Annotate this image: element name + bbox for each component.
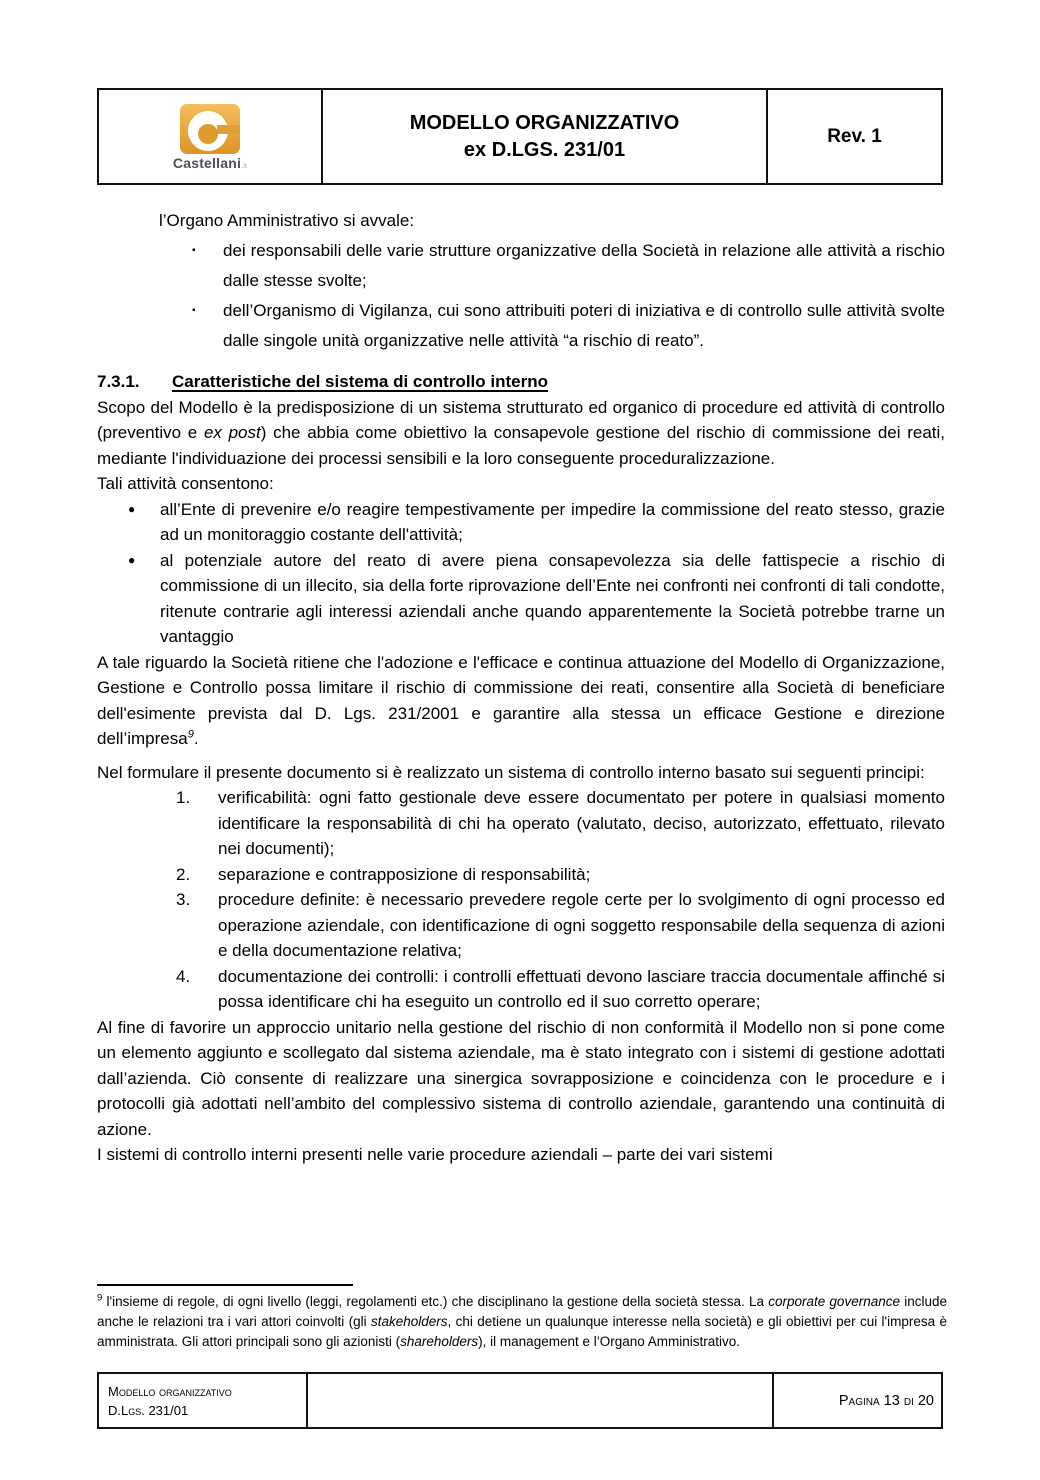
document-body <box>97 206 945 1168</box>
list-number: 4. <box>176 966 191 986</box>
footer-doc-law: D.Lgs. 231/01 <box>108 1402 189 1418</box>
footnote-number: 9 <box>97 1292 103 1304</box>
numbered-list-item <box>97 964 945 1015</box>
round-bullet-icon: ● <box>128 501 136 516</box>
footer-doc-title: Modello organizzativo <box>108 1383 232 1399</box>
footer-table <box>97 1372 943 1429</box>
section-number: 7.3.1. <box>97 372 140 391</box>
revision-label: Rev. 1 <box>827 125 882 147</box>
paragraph-text: Scopo del Modello è la predisposizione di un sistema strutturato ed organico di procedure ed attività di controllo (preventivo e <box>97 397 945 442</box>
castellani-logo-icon <box>180 104 240 154</box>
list-number: 2. <box>176 864 191 884</box>
italic-phrase: stakeholders <box>370 1314 448 1329</box>
section-7-3-1 <box>97 369 945 1168</box>
list-item-text: verificabilità: ogni fatto gestionale deve essere documentato per potere in qualsiasi momento identificare la responsabilità di chi ha operato (valutato, deciso, autorizzato, effettuato, rilevato nei documenti); <box>218 788 945 858</box>
footnote-text: include anche le relazioni tra i vari attori coinvolti (gli <box>97 1294 947 1329</box>
page-number: Pagina 13 di 20 <box>838 1392 934 1409</box>
list-item <box>97 296 945 356</box>
section-heading <box>97 369 945 395</box>
paragraph-atale <box>97 650 945 752</box>
paragraph-scopo <box>97 395 945 472</box>
document-title-line1: MODELLO ORGANIZZATIVO <box>409 111 680 134</box>
header-revision-cell <box>768 90 941 183</box>
list-item-text: dei responsabili delle varie strutture organizzative della Società in relazione alle attività a rischio dalle stesse svolte; <box>223 241 945 290</box>
italic-phrase: shareholders <box>400 1334 479 1349</box>
round-bullet-icon: ● <box>128 552 136 567</box>
numbered-list-item <box>97 862 945 888</box>
footer-empty-cell <box>308 1374 774 1427</box>
square-bullet-icon: ▪ <box>192 245 196 256</box>
paragraph-i-sistemi: I sistemi di controllo interni presenti nelle varie procedure aziendali – parte dei vari sistemi <box>97 1145 773 1164</box>
paragraph-text: . <box>193 729 199 748</box>
footer-page-number-cell <box>774 1374 941 1427</box>
intro-block <box>97 206 945 356</box>
italic-phrase: corporate governance <box>768 1294 900 1309</box>
list-number: 3. <box>176 890 191 909</box>
list-item-text: documentazione dei controlli: i controlli effettuati devono lasciare traccia documentale affinché si possa identificare chi ha eseguito un controllo ed il suo corretto operare; <box>218 966 945 1011</box>
paragraph-text: A tale riguardo la Società ritiene che l'adozione e l'efficace e continua attuazione del Modello di Organizzazione, Gestione e Controllo possa limitare il rischio di commissione dei reati, consentire alla Società di beneficiare dell'esimente prevista dal D. Lgs. 231/2001 e garantire alla stessa un efficace Gestione e direzione dell’impresa <box>97 652 945 748</box>
footnote-text: l'insieme di regole, di ogni livello (leggi, regolamenti etc.) che disciplinano la gestione della società stessa. La <box>102 1294 769 1309</box>
list-item-text: all’Ente di prevenire e/o reagire tempestivamente per impedire la commissione del reato stesso, grazie ad un monitoraggio costante dell'attività; <box>160 499 945 544</box>
header-logo-cell <box>99 90 323 183</box>
logo-brand-text: Castellani.it <box>172 155 248 171</box>
paragraph-tali: Tali attività consentono: <box>97 474 274 493</box>
footnote-reference: 9 <box>187 728 194 741</box>
list-item-text: separazione e contrapposizione di responsabilità; <box>218 864 591 884</box>
document-title-line2: ex D.LGS. 231/01 <box>463 138 626 161</box>
square-bullet-icon: ▪ <box>192 305 196 316</box>
list-item-text: al potenziale autore del reato di avere piena consapevolezza sia delle fattispecie a rischio di commissione di un illecito, sia della forte riprovazione dell’Ente nei confronti nei confronti di tali condotte, ritenute contrarie agli interessi aziendali anche quando apparentemente la Società potrebbe trarne un vantaggio <box>160 550 945 646</box>
list-item-text: dell’Organismo di Vigilanza, cui sono attribuiti poteri di iniziativa e di controllo sulle attività svolte dalle singole unità organizzative nelle attività “a rischio di reato”. <box>223 301 945 350</box>
list-item <box>97 497 945 548</box>
paragraph-nel-formulare: Nel formulare il presente documento si è realizzato un sistema di controllo interno basato sui seguenti principi: <box>97 762 925 782</box>
castellani-logo <box>173 104 247 171</box>
intro-lead: l’Organo Amministrativo si avvale: <box>159 211 415 230</box>
numbered-list-item <box>97 785 945 862</box>
list-number: 1. <box>176 788 191 807</box>
paragraph-text: ) che abbia come obiettivo la consapevole gestione del rischio di commissione dei reati, mediante l'individuazione dei processi sensibili e la loro conseguente proceduralizzazione. <box>97 423 946 468</box>
list-item-text: procedure definite: è necessario prevedere regole certe per lo svolgimento di ogni processo ed operazione aziendale, con identificazione di ogni soggetto responsabile della sequenza di azioni e della documentazione relativa; <box>218 890 945 960</box>
section-title: Caratteristiche del sistema di controllo interno <box>172 372 548 391</box>
italic-phrase: ex post <box>203 423 261 442</box>
footnote <box>97 1292 947 1352</box>
paragraph-al-fine: Al fine di favorire un approccio unitario nella gestione del rischio di non conformità il Modello non si pone come un elemento aggiunto e scollegato dal sistema aziendale, ma è stato integrato con i sistemi di gestione adottati dall’azienda. Ciò consente di realizzare una sinergica sovrapposizione e coincidenza con le procedure e i protocolli già adottati nell’ambito del complessivo sistema di controllo aziendale, garantendo una continuità di azione. <box>97 1017 945 1139</box>
numbered-list-item <box>97 887 945 964</box>
list-item <box>97 236 945 296</box>
logo-tld-text: .it <box>241 163 248 170</box>
header-table <box>97 88 943 185</box>
footnote-text: ), il management e l’Organo Amministrativo. <box>478 1334 741 1349</box>
footnote-separator <box>97 1284 353 1286</box>
header-title-cell <box>323 90 768 183</box>
list-item <box>97 548 945 650</box>
footer-document-id-cell <box>99 1374 308 1427</box>
footnote-text: , chi detiene un qualunque interesse nella società) e gli obiettivi per cui l'impresa è amministrata. Gli attori principali sono gli azionisti ( <box>97 1314 947 1349</box>
